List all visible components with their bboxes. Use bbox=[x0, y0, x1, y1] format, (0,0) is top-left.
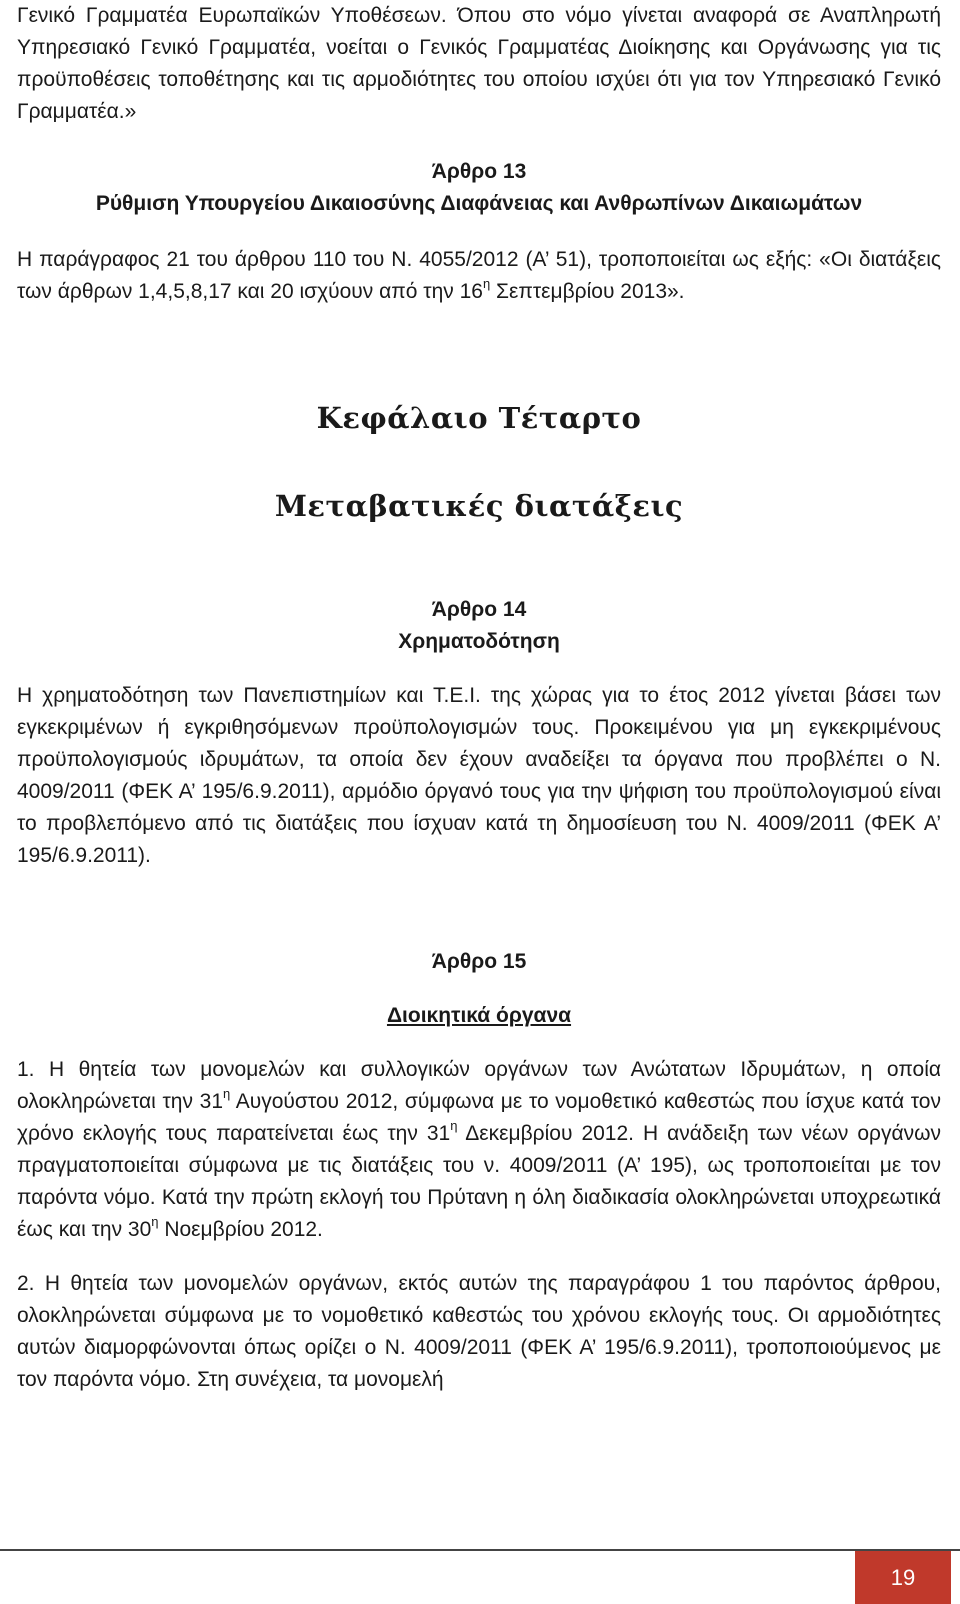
article-15-p1-part-d: Νοεμβρίου 2012. bbox=[158, 1218, 323, 1241]
article-13-ordinal: η bbox=[482, 276, 491, 291]
article-13-text bbox=[17, 244, 941, 308]
article-15-p1-part-b: Αυγούστου 2012, σύμφωνα με το νομοθετικό καθεστώς που ίσχυε κατά τον χρόνο εκλογής τους παρατείνεται έως την 31 bbox=[17, 1090, 941, 1145]
article-15-paragraph-1 bbox=[17, 1054, 941, 1246]
footer-divider bbox=[0, 1549, 960, 1551]
article-15-ordinal-3: η bbox=[151, 1214, 159, 1229]
article-15-number: Άρθρο 15 bbox=[431, 950, 527, 973]
article-15-ordinal-1: η bbox=[223, 1086, 231, 1101]
article-15-ordinal-2: η bbox=[450, 1118, 458, 1133]
chapter-subtitle: Μεταβατικές διατάξεις bbox=[274, 489, 684, 523]
article-14-number: Άρθρο 14 bbox=[431, 598, 527, 621]
article-13-text-part2: Σεπτεμβρίου 2013». bbox=[490, 280, 685, 303]
article-13-title: Ρύθμιση Υπουργείου Δικαιοσύνης Διαφάνειας και Ανθρωπίνων Δικαιωμάτων bbox=[95, 192, 863, 215]
intro-paragraph: Γενικό Γραμματέα Ευρωπαϊκών Υποθέσεων. Όπου στο νόμο γίνεται αναφορά σε Αναπληρωτή Υπηρεσιακό Γενικό Γραμματέα, νοείται ο Γενικός Γραμματέας Διοίκησης και Οργάνωσης για τις προϋποθέσεις τοποθέτησης και τις αρμοδιότητες του οποίου ισχύει ότι για τον Υπηρεσιακό Γενικό Γραμματέα.» bbox=[17, 4, 941, 123]
chapter-title: Κεφάλαιο Τέταρτο bbox=[316, 401, 642, 435]
article-15-p1-part-c: Δεκεμβρίου 2012. Η ανάδειξη των νέων οργάνων πραγματοποιείται σύμφωνα με τις διατάξεις του ν. 4009/2011 (Α’ 195), ως τροποποιείται με τον παρόντα νόμο. Κατά την πρώτη εκλογή του Πρύτανη η όλη διαδικασία ολοκληρώνεται υποχρεωτικά έως και την 30 bbox=[17, 1122, 941, 1241]
document-page bbox=[17, 0, 941, 1396]
page-number-badge: 19 bbox=[855, 1551, 951, 1604]
article-14-text: Η χρηματοδότηση των Πανεπιστημίων και Τ.Ε.Ι. της χώρας για το έτος 2012 γίνεται βάσει των εγκεκριμένων ή εγκριθησόμενων προϋπολογισμών τους. Προκειμένου για μη εγκεκριμένους προϋπολογισμούς ιδρυμάτων, τα οποία δεν έχουν αναδείξει τα όργανα που προβλέπει ο Ν. 4009/2011 (ΦΕΚ Α’ 195/6.9.2011), αρμόδιο όργανό τους για την ψήφιση του προϋπολογισμού είναι το προβλεπόμενο από τις διατάξεις που ίσχυαν κατά τη δημοσίευση του Ν. 4009/2011 (ΦΕΚ Α’ 195/6.9.2011). bbox=[17, 684, 941, 867]
article-14-title: Χρηματοδότηση bbox=[398, 630, 560, 653]
article-15-paragraph-2: 2. Η θητεία των μονομελών οργάνων, εκτός αυτών της παραγράφου 1 του παρόντος άρθρου, ολοκληρώνεται σύμφωνα με το νομοθετικό καθεστώς του χρόνου εκλογής τους. Οι αρμοδιότητες αυτών διαμορφώνονται όπως ορίζει ο Ν. 4009/2011 (ΦΕΚ Α’ 195/6.9.2011), τροποποιούμενος με τον παρόντα νόμο. Στη συνέχεια, τα μονομελή bbox=[17, 1272, 941, 1391]
article-13-text-part1: Η παράγραφος 21 του άρθρου 110 του Ν. 4055/2012 (Α’ 51), τροποποιείται ως εξής: «Οι διατάξεις των άρθρων 1,4,5,8,17 και 20 ισχύουν από την 16 bbox=[17, 248, 941, 303]
article-15-p1-part-a: 1. Η θητεία των μονομελών και συλλογικών οργάνων των Ανώτατων Ιδρυμάτων, η οποία ολοκληρώνεται την 31 bbox=[17, 1058, 941, 1113]
article-13-number: Άρθρο 13 bbox=[431, 160, 527, 183]
article-15-title: Διοικητικά όργανα bbox=[386, 1004, 572, 1027]
